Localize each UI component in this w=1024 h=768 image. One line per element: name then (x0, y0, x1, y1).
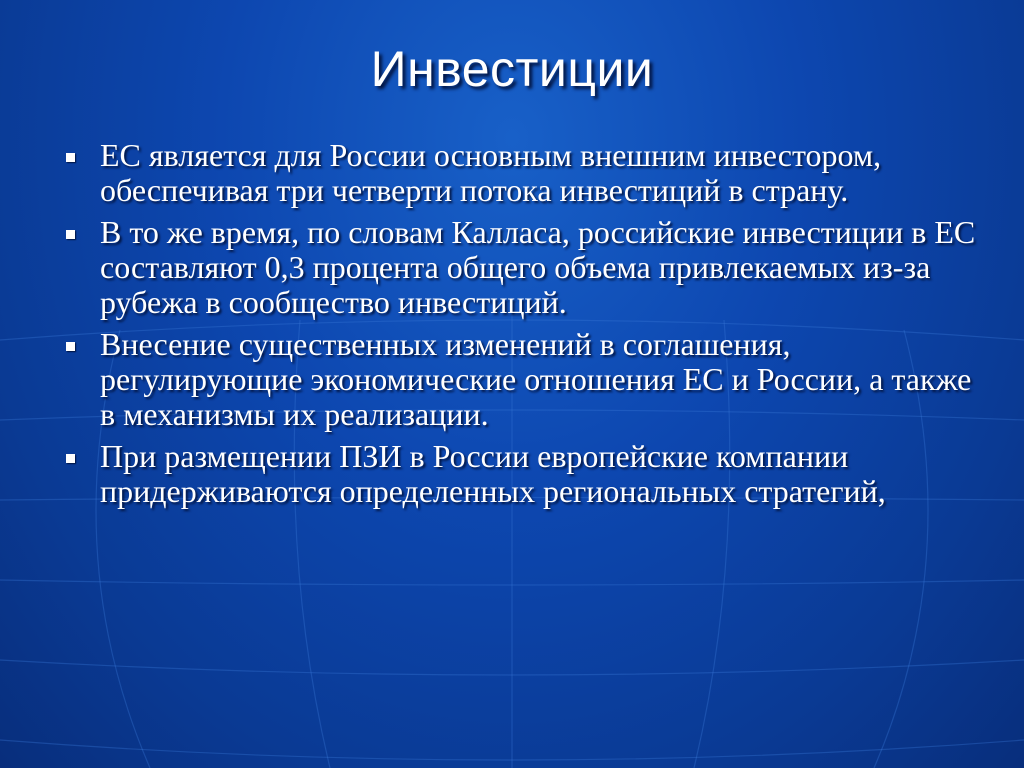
square-bullet-icon (66, 454, 75, 463)
bullet-text: При размещении ПЗИ в России европейские компании придерживаются определенных региональных стратегий, (100, 438, 886, 509)
slide-title: Инвестиции (370, 41, 654, 97)
bullet-text: Внесение существенных изменений в соглашения, регулирующие экономические отношения ЕС и России, а также в механизмы их реализации. (100, 326, 972, 432)
square-bullet-icon (66, 342, 75, 351)
bullet-item (60, 138, 990, 208)
bullet-text: ЕС является для России основным внешним инвестором, обеспечивая три четверти потока инвестиций в страну. (100, 137, 882, 208)
square-bullet-icon (66, 230, 75, 239)
bullet-item (60, 327, 990, 432)
bullet-text: В то же время, по словам Калласа, российские инвестиции в ЕС составляют 0,3 процента общего объема привлекаемых из-за рубежа в сообщество инвестиций. (100, 214, 976, 320)
bullet-item (60, 439, 990, 509)
bullet-list (60, 138, 990, 516)
bullet-item (60, 215, 990, 320)
square-bullet-icon (66, 153, 75, 162)
